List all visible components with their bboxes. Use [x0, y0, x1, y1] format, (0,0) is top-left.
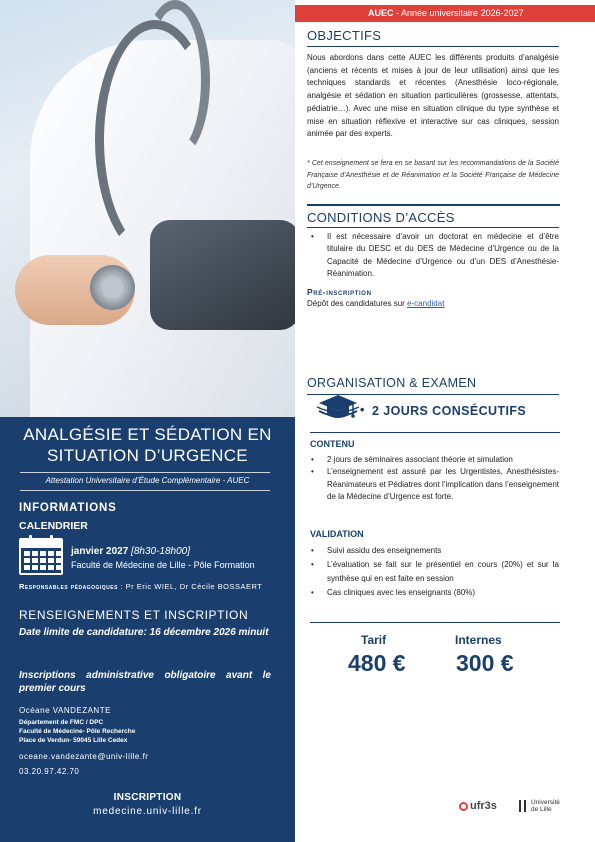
divider [307, 227, 559, 228]
session-date [71, 546, 190, 557]
preinscription-heading: Pré-inscription [307, 287, 372, 297]
contact-address: Place de Verdun- 59045 Lille Cedex [19, 737, 128, 744]
program-label: AUEC [368, 8, 394, 18]
renseignements-heading: RENSEIGNEMENTS ET INSCRIPTION [19, 608, 249, 622]
informations-heading: INFORMATIONS [19, 502, 117, 514]
contact-phone: 03.20.97.42.70 [19, 767, 80, 776]
ufr3s-logo [459, 800, 497, 812]
year-label: - Année universitaire 2026-2027 [393, 8, 524, 18]
left-info-panel [0, 417, 295, 842]
list-item: • Cas cliniques avec les enseignants (80%) [307, 586, 559, 600]
e-candidat-link[interactable]: e-candidat [407, 299, 445, 308]
hours-text: [8h30-18h00] [128, 546, 190, 557]
contact-name: Océane VANDEZANTE [19, 706, 111, 715]
universite-lille-logo [519, 799, 573, 813]
objectifs-text: Nous abordons dans cette AUEC les différents produits d’analgésie (anciens et récents et mises à jour de leur utilisation) ainsi que les techniques standards et récentes (Anesthésie loco-régionale, analgésie et sédation en situation particulières (grossesse, attentats, pédiatrie…). Avec une mise en situation clinique du type synthèse et mise en situation réflexive et interactive sur cas cliniques, session animée par des experts. [307, 53, 559, 139]
session-location: Faculté de Médecine de Lille - Pôle Formation [71, 560, 255, 570]
conditions-list [307, 231, 559, 281]
divider [20, 490, 270, 491]
list-item: • 2 jours de séminaires associant théorie et simulation [307, 454, 559, 466]
duration-label: • 2 JOURS CONSÉCUTIFS [372, 404, 526, 418]
list-item: • L’enseignement est assuré par les Urgentistes, Anesthésistes-Réanimateurs et Pédiatres dont l’implication dans l’enseignement de la Médecine d’Urgence est forte. [307, 466, 559, 503]
logo-text-1: Université [531, 799, 560, 806]
deadline-text: Date limite de candidature: 16 décembre 2026 minuit [19, 627, 269, 638]
contact-faculty: Faculté de Médecine- Pôle Recherche [19, 728, 136, 735]
depot-text: Dépôt des candidatures sur [307, 299, 408, 308]
tarif-value: 480 € [348, 650, 406, 676]
responsables-label: Responsables pédagogiques [19, 582, 118, 591]
divider [307, 46, 559, 47]
internes-value: 300 € [456, 650, 514, 676]
inscription-label: INSCRIPTION [113, 792, 182, 803]
contenu-list [307, 454, 559, 504]
divider [310, 432, 560, 433]
calendrier-heading: CALENDRIER [19, 520, 88, 532]
divider [307, 204, 560, 206]
divider [20, 472, 270, 473]
organisation-heading: ORGANISATION & EXAMEN [307, 376, 477, 390]
contact-email[interactable]: oceane.vandezante@univ-lille.fr [19, 752, 149, 761]
validation-list [307, 544, 559, 600]
graduation-cap-icon [315, 393, 361, 429]
objectifs-note: * Cet enseignement se fera en se basant sur les recommandations de la Société Française d’Anesthésie et de Réanimation et la Société Française de Médecine d’Urgence. [307, 160, 559, 191]
conditions-heading: CONDITIONS D’ACCÈS [307, 210, 455, 225]
responsables [19, 579, 269, 594]
depot-line [307, 299, 444, 308]
divider [310, 622, 560, 623]
validation-heading: VALIDATION [310, 529, 364, 539]
internes-label: Internes [455, 633, 502, 647]
objectifs-heading: OBJECTIFS [307, 28, 382, 43]
subtitle: Attestation Universitaire d’Étude Complémentaire - AUEC [45, 476, 250, 485]
responsables-value: : Pr Eric WIEL, Dr Cécile BOSSAERT [117, 582, 263, 591]
title-line: SITUATION D’URGENCE [47, 446, 248, 465]
logo-text-2: de Lille [531, 806, 552, 813]
inscription-link[interactable]: medecine.univ-lille.fr [93, 806, 202, 817]
contact-dept: Département de FMC / DPC [19, 719, 104, 726]
tarif-label: Tarif [361, 633, 387, 647]
title-line: ANALGÉSIE ET SÉDATION EN [23, 425, 272, 444]
doctor-stethoscope-photo [0, 0, 295, 417]
year-banner [295, 5, 595, 22]
list-item: • Il est nécessaire d’avoir un doctorat en médecine et d’être titulaire du DESC et du DES de Médecine d’Urgence ou de la Capacité de Médecine d’Urgence ou d’un DES d’Anesthésie-Réanimation. [307, 231, 559, 281]
ufr3s-logo-icon [459, 802, 468, 811]
inscriptions-note: Inscriptions administrative obligatoire avant le premier cours [19, 670, 271, 694]
list-item: • Suivi assidu des enseignements [307, 544, 559, 558]
contenu-heading: CONTENU [310, 439, 355, 449]
calendar-icon [19, 538, 63, 575]
ufr3s-logo-text: ufr3s [470, 800, 497, 812]
page-title [10, 424, 285, 466]
list-item: • L’évaluation se fait sur le présentiel en cours (20%) et sur la synthèse qui en est faite en session [307, 558, 559, 586]
date-text: janvier 2027 [71, 546, 129, 557]
